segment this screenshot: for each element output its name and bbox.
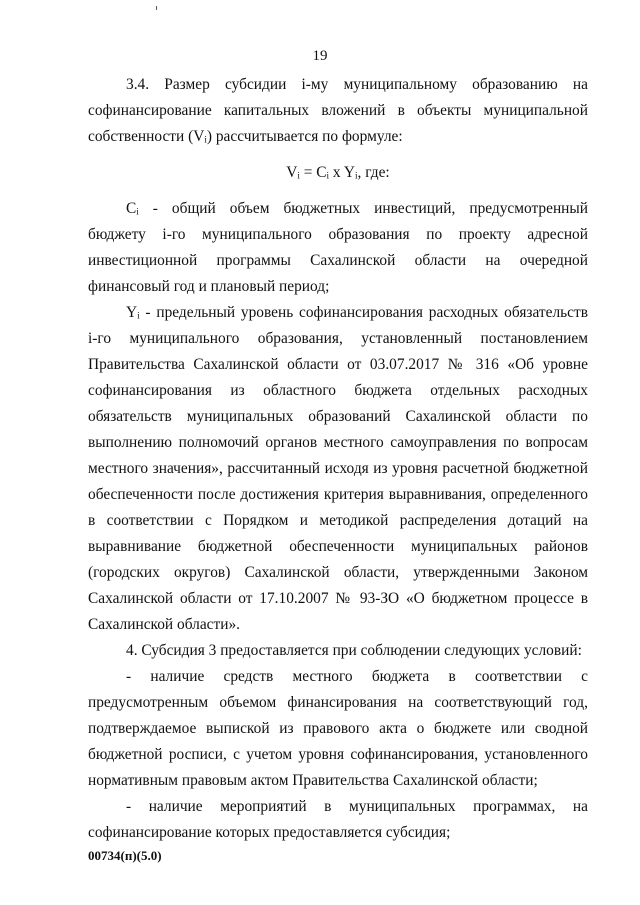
paragraph-yi-definition: Yᵢ - предельный уровень софинансирования расходных обязательств i-го муниципального образования, установленный постановлением Правительства Сахалинской области от 03.07.2017 № 316 «Об уровне софинансирования из областного бюджета отдельных расходных обязательств муниципальных образований Сахалинской области по выполнению полномочий органов местного самоуправления по вопросам местного значения», рассчитанный исходя из уровня расчетной бюджетной обеспеченности после достижения критерия выравнивания, определенного в соответствии с Порядком и методикой распределения дотаций на выравнивание бюджетной обеспеченности муниципальных районов (городских округов) Сахалинской области, утвержденными Законом Сахалинской области от 17.10.2007 № 93-ЗО «О бюджетном процессе в Сахалинской области». [88,304,588,633]
paragraph-ci-definition: Cᵢ - общий объем бюджетных инвестиций, предусмотренный бюджету i-го муниципального образования по проекту адресной инвестиционной программы Сахалинской области на очередной финансовый год и плановый период; [88,200,588,295]
formula: Vᵢ = Cᵢ x Yᵢ, где: [286,164,390,181]
document-body [88,72,588,846]
page-number: 19 [312,48,328,64]
scan-speck [156,6,157,10]
condition-2: - наличие мероприятий в муниципальных программах, на софинансирование которых предоставляется субсидия; [88,798,588,841]
condition-1: - наличие средств местного бюджета в соответствии с предусмотренным объемом финансирования на соответствующий год, подтверждаемое выпиской из правового акта о бюджете или сводной бюджетной росписи, с учетом уровня софинансирования, установленного нормативным правовым актом Правительства Сахалинской области; [88,668,588,789]
document-code: 00734(п)(5.0) [88,848,162,863]
paragraph-4: 4. Субсидия 3 предоставляется при соблюдении следующих условий: [126,642,582,659]
paragraph-3-4: 3.4. Размер субсидии i-му муниципальному образованию на софинансирование капитальных вложений в объекты муниципальной собственности (Vᵢ) рассчитывается по формуле: [88,76,588,145]
